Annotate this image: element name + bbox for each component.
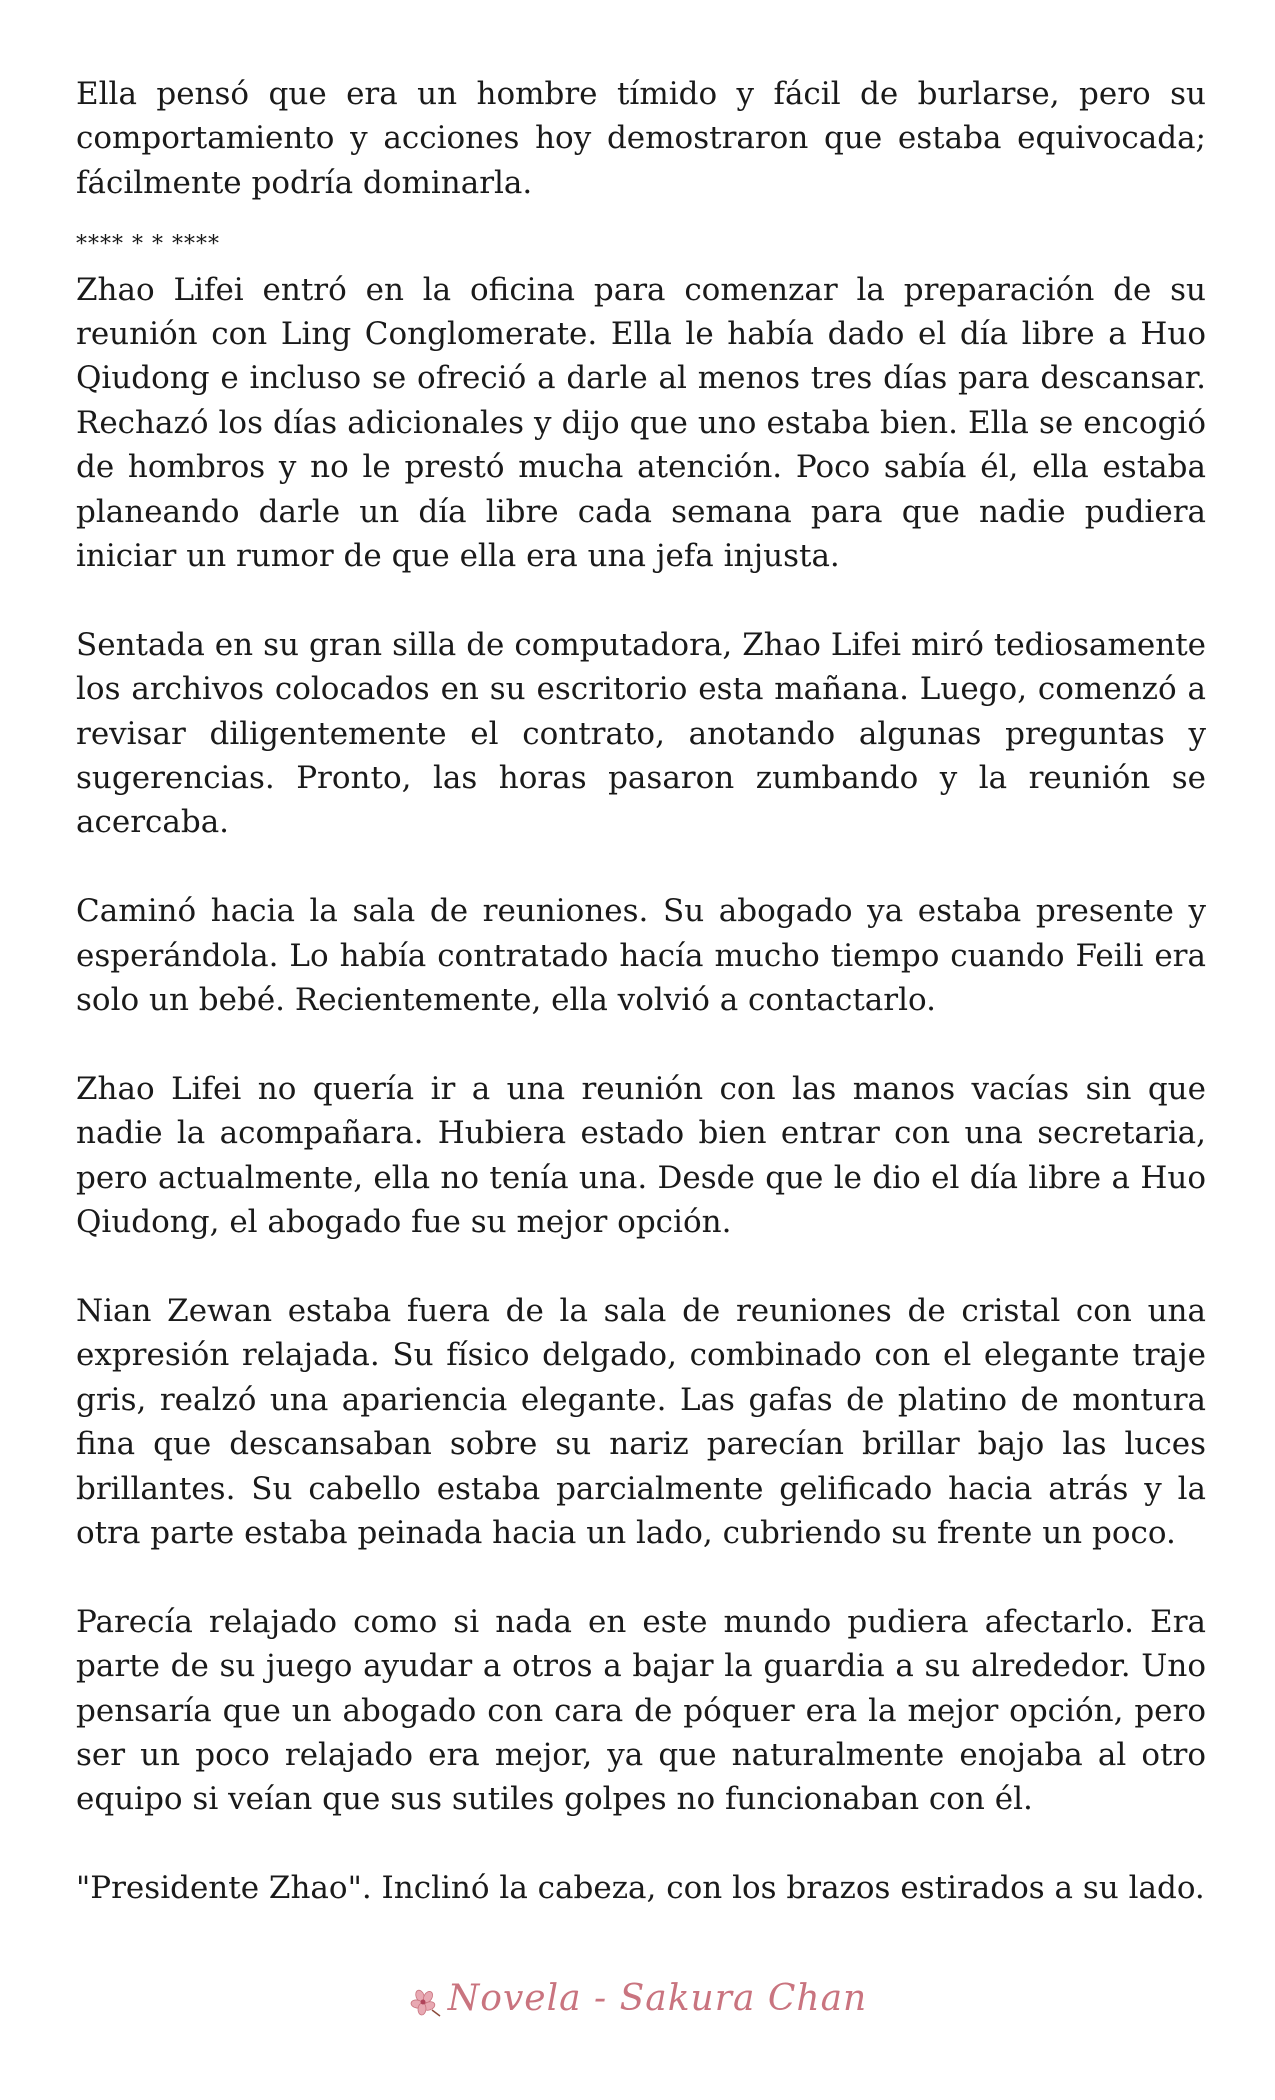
watermark-text: Novela - Sakura Chan: [447, 1978, 868, 2019]
paragraph-6: Nian Zewan estaba fuera de la sala de reuniones de cristal con una expresión relajada. Su físico delgado, combinado con el elegante traje gris, realzó una apariencia elegante. Las gafas de platino de montura fina que descansaban sobre su nariz parecían brillar bajo las luces brillantes. Su cabello estaba parcialmente gelificado hacia atrás y la otra parte estaba peinada hacia un lado, cubriendo su frente un poco.: [76, 1292, 1206, 1551]
document-body: [76, 72, 1206, 1911]
scene-separator: **** * * ****: [76, 232, 220, 258]
watermark: [0, 1978, 1275, 2019]
paragraph-2: Zhao Lifei entró en la oficina para comenzar la preparación de su reunión con Ling Conglomerate. Ella le había dado el día libre a Huo Qiudong e incluso se ofreció a darle al menos tres días para descansar. Rechazó los días adicionales y dijo que uno estaba bien. Ella se encogió de hombros y no le prestó mucha atención. Poco sabía él, ella estaba planeando darle un día libre cada semana para que nadie pudiera iniciar un rumor de que ella era una jefa injusta.: [76, 271, 1206, 575]
paragraph-5: Zhao Lifei no quería ir a una reunión con las manos vacías sin que nadie la acompañara. Hubiera estado bien entrar con una secretaria, pero actualmente, ella no tenía una. Desde que le dio el día libre a Huo Qiudong, el abogado fue su mejor opción.: [76, 1070, 1206, 1241]
paragraph-3: Sentada en su gran silla de computadora, Zhao Lifei miró tediosamente los archivos colocados en su escritorio esta mañana. Luego, comenzó a revisar diligentemente el contrato, anotando algunas preguntas y sugerencias. Pronto, las horas pasaron zumbando y la reunión se acercaba.: [76, 626, 1206, 841]
paragraph-7: Parecía relajado como si nada en este mundo pudiera afectarlo. Era parte de su juego ayudar a otros a bajar la guardia a su alrededor. Uno pensaría que un abogado con cara de póquer era la mejor opción, pero ser un poco relajado era mejor, ya que naturalmente enojaba al otro equipo si veían que sus sutiles golpes no funcionaban con él.: [76, 1603, 1206, 1818]
sakura-flower-icon: [408, 1986, 442, 2016]
paragraph-4: Caminó hacia la sala de reuniones. Su abogado ya estaba presente y esperándola. Lo había contratado hacía mucho tiempo cuando Feili era solo un bebé. Recientemente, ella volvió a contactarlo.: [76, 893, 1206, 1019]
paragraph-1: Ella pensó que era un hombre tímido y fácil de burlarse, pero su comportamiento y acciones hoy demostraron que estaba equivocada; fácilmente podría dominarla.: [76, 76, 1206, 201]
paragraph-8: "Presidente Zhao". Inclinó la cabeza, con los brazos estirados a su lado.: [76, 1870, 1205, 1907]
